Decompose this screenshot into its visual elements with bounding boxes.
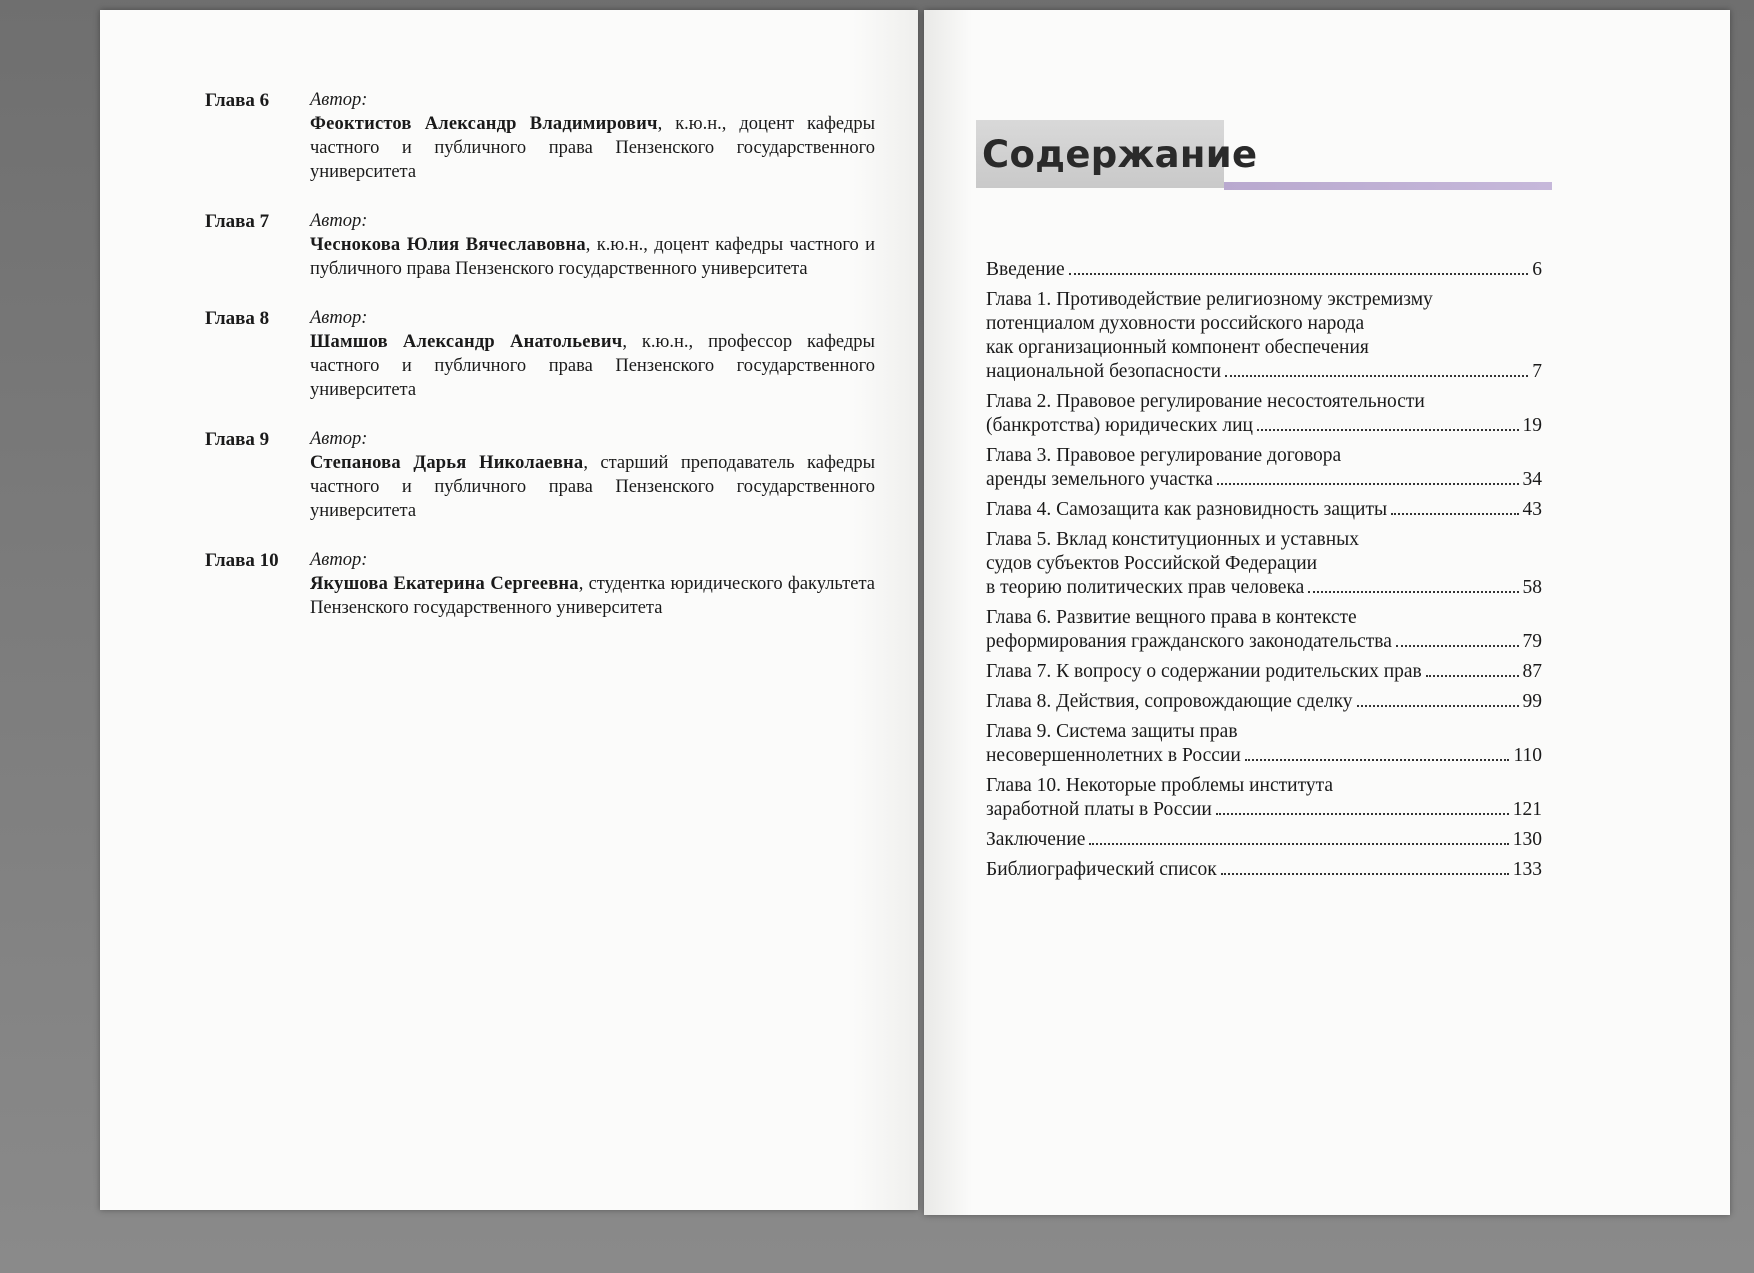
toc-dot-leader	[1396, 645, 1519, 647]
toc-entry-final-line	[986, 498, 1542, 522]
contents-title-rule	[1224, 182, 1552, 190]
toc-page-number: 130	[1512, 829, 1542, 850]
toc-entry-final-line	[986, 414, 1542, 438]
toc-entry	[986, 774, 1542, 822]
toc-entry	[986, 858, 1542, 882]
toc-dot-leader	[1069, 273, 1529, 275]
toc-dot-leader	[1426, 675, 1519, 677]
toc-page-number: 6	[1532, 259, 1542, 280]
author-name: Степанова Дарья Николаевна	[310, 453, 584, 473]
toc-page-number: 87	[1522, 661, 1542, 682]
author-details: , студентка юридического факультета Пензенского государственного университета	[310, 574, 875, 618]
toc-page-number: 58	[1522, 577, 1542, 598]
author-entry-chapter-6	[205, 88, 875, 184]
author-body	[310, 306, 875, 402]
author-details: , к.ю.н., доцент кафедры частного и публичного права Пензенского государственного университета	[310, 114, 875, 182]
toc-dot-leader	[1357, 705, 1519, 707]
toc-entry-final-line	[986, 690, 1542, 714]
toc-entry-line: Глава 10. Некоторые проблемы института	[986, 775, 1334, 796]
toc-entry-final-line	[986, 858, 1542, 882]
toc-entry-final-line	[986, 798, 1542, 822]
contents-title-box	[976, 120, 1258, 188]
toc-entry-line: Глава 5. Вклад конституционных и уставных	[986, 529, 1359, 550]
toc-dot-leader	[1308, 591, 1518, 593]
author-entry-chapter-9	[205, 427, 875, 523]
toc-entry-final-line	[986, 660, 1542, 684]
book-spread	[100, 10, 1730, 1210]
chapter-label: Глава 6	[205, 90, 270, 111]
toc-entry-title: Глава 8. Действия, сопровождающие сделку	[986, 691, 1353, 712]
author-name: Шамшов Александр Анатольевич	[310, 332, 623, 352]
author-details: , к.ю.н., доцент кафедры частного и публичного права Пензенского государственного университета	[310, 235, 875, 279]
right-page	[924, 10, 1730, 1215]
toc-entry-line: Глава 9. Система защиты прав	[986, 721, 1238, 742]
chapter-label: Глава 9	[205, 429, 270, 450]
toc-dot-leader	[1257, 429, 1519, 431]
author-body	[310, 427, 875, 523]
toc-page-number: 79	[1522, 631, 1542, 652]
toc-page-number: 99	[1522, 691, 1542, 712]
toc-entry-line: Глава 6. Развитие вещного права в контексте	[986, 607, 1357, 628]
toc-dot-leader	[1225, 375, 1528, 377]
toc-entry-line: судов субъектов Российской Федерации	[986, 553, 1318, 574]
author-tag: Автор:	[310, 90, 368, 110]
toc-dot-leader	[1221, 873, 1509, 875]
toc-dot-leader	[1391, 513, 1518, 515]
author-name: Чеснокова Юлия Вячеславовна	[310, 235, 586, 255]
toc-entry	[986, 828, 1542, 852]
chapter-label: Глава 8	[205, 308, 270, 329]
toc-entry	[986, 660, 1542, 684]
author-name: Феоктистов Александр Владимирович	[310, 114, 658, 134]
left-page	[100, 10, 918, 1210]
toc-dot-leader	[1217, 483, 1519, 485]
author-entry-chapter-10	[205, 548, 875, 620]
toc-entry-final-line	[986, 744, 1542, 768]
toc-page-number: 110	[1513, 745, 1542, 766]
author-body	[310, 88, 875, 184]
toc-page-number: 133	[1512, 859, 1542, 880]
author-name: Якушова Екатерина Сергеевна	[310, 574, 579, 594]
toc-dot-leader	[1216, 813, 1509, 815]
author-list	[205, 88, 875, 645]
author-tag: Автор:	[310, 429, 368, 449]
toc-page-number: 43	[1522, 499, 1542, 520]
toc-entry-title: (банкротства) юридических лиц	[986, 415, 1253, 436]
author-entry-chapter-8	[205, 306, 875, 402]
chapter-label: Глава 7	[205, 211, 270, 232]
author-details: , старший преподаватель кафедры частного и публичного права Пензенского государственного университета	[310, 453, 875, 521]
author-tag: Автор:	[310, 211, 368, 231]
toc-entry-final-line	[986, 258, 1542, 282]
toc-page-number: 7	[1532, 361, 1542, 382]
toc-entry-final-line	[986, 468, 1542, 492]
author-tag: Автор:	[310, 308, 368, 328]
toc-entry	[986, 390, 1542, 438]
toc-entry-title: заработной платы в России	[986, 799, 1212, 820]
toc-entry	[986, 444, 1542, 492]
toc-entry-title: в теорию политических прав человека	[986, 577, 1305, 598]
chapter-label: Глава 10	[205, 550, 279, 571]
toc-entry	[986, 606, 1542, 654]
toc-entry-line: как организационный компонент обеспечения	[986, 337, 1369, 358]
table-of-contents	[986, 258, 1542, 888]
toc-entry-title: реформирования гражданского законодательства	[986, 631, 1392, 652]
toc-entry-title: Библиографический список	[986, 859, 1217, 880]
toc-page-number: 34	[1522, 469, 1542, 490]
toc-entry-title: Введение	[986, 259, 1065, 280]
author-body	[310, 209, 875, 281]
toc-entry-final-line	[986, 360, 1542, 384]
contents-title: Содержание	[982, 132, 1258, 176]
toc-entry	[986, 690, 1542, 714]
toc-entry-line: потенциалом духовности российского народа	[986, 313, 1365, 334]
toc-entry-title: Глава 7. К вопросу о содержании родительских прав	[986, 661, 1422, 682]
toc-dot-leader	[1089, 843, 1508, 845]
toc-entry-title: национальной безопасности	[986, 361, 1222, 382]
toc-entry-title: Заключение	[986, 829, 1086, 850]
toc-entry-line: Глава 2. Правовое регулирование несостоятельности	[986, 391, 1425, 412]
toc-dot-leader	[1245, 759, 1510, 761]
toc-entry-title: несовершеннолетних в России	[986, 745, 1241, 766]
toc-entry-line: Глава 3. Правовое регулирование договора	[986, 445, 1342, 466]
author-tag: Автор:	[310, 550, 368, 570]
author-entry-chapter-7	[205, 209, 875, 281]
toc-entry	[986, 528, 1542, 600]
author-details: , к.ю.н., профессор кафедры частного и публичного права Пензенского государственного университета	[310, 332, 875, 400]
toc-entry	[986, 720, 1542, 768]
toc-entry	[986, 498, 1542, 522]
toc-entry-final-line	[986, 630, 1542, 654]
author-body	[310, 548, 875, 620]
toc-page-number: 121	[1512, 799, 1542, 820]
toc-entry-title: аренды земельного участка	[986, 469, 1213, 490]
toc-entry-line: Глава 1. Противодействие религиозному экстремизму	[986, 289, 1433, 310]
toc-entry	[986, 258, 1542, 282]
toc-entry-final-line	[986, 576, 1542, 600]
toc-entry-final-line	[986, 828, 1542, 852]
toc-page-number: 19	[1522, 415, 1542, 436]
toc-entry	[986, 288, 1542, 384]
toc-entry-title: Глава 4. Самозащита как разновидность защиты	[986, 499, 1388, 520]
